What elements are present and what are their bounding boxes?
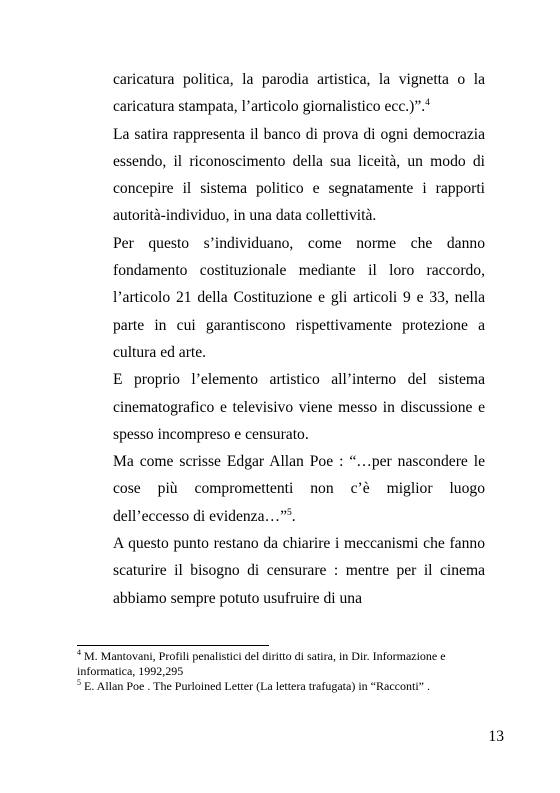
paragraph-tail: . [291,507,296,525]
footnote-number: 5 [77,678,81,687]
footnote-text: E. Allan Poe . The Purloined Letter (La lettera trafugata) in “Racconti” . [81,679,430,693]
paragraph-meccanismi-censura: A questo punto restano da chiarire i meccanismi che fanno scaturire il bisogno di censurare : mentre per il cinema abbiamo sempre potuto usufruire di una [113,535,485,607]
footnote-text: M. Mantovani, Profili penalistici del diritto di satira, in Dir. Informazione e informatica, 1992,295 [77,649,446,678]
footnote-number: 4 [77,648,81,657]
footnote-separator [77,645,269,646]
footnote-reference[interactable]: 5 [287,507,292,518]
paragraph-continuation [113,66,485,121]
footnote [77,649,491,679]
body-text [113,66,485,612]
footnote-reference[interactable]: 4 [425,98,430,109]
paragraph-poe-quote [113,448,485,530]
footnote [77,679,491,694]
paragraph-elemento-artistico: E proprio l’elemento artistico all’interno del sistema cinematografico e televisivo viene messo in discussione e spesso incompreso e censurato. [113,371,485,443]
paragraph-norme-costituzionali: Per questo s’individuano, come norme che danno fondamento costituzionale mediante il loro raccordo, l’articolo 21 della Costituzione e gli articoli 9 e 33, nella parte in cui garantiscono rispettivamente protezione a cultura ed arte. [113,234,485,361]
paragraph-text: Ma come scrisse Edgar Allan Poe : “…per nascondere le cose più compromettenti non c’è miglior luogo dell’eccesso di evidenza…” [113,453,485,525]
footnotes [77,649,491,694]
paragraph-text: caricatura politica, la parodia artistica, la vignetta o la caricatura stampata, l’articolo giornalistico ecc.)”. [113,71,485,116]
page-number: 13 [488,728,504,745]
paragraph-satira: La satira rappresenta il banco di prova di ogni democrazia essendo, il riconoscimento della sua liceità, un modo di concepire il sistema politico e segnatamente i rapporti autorità-individuo, in una data collettività. [113,125,485,225]
